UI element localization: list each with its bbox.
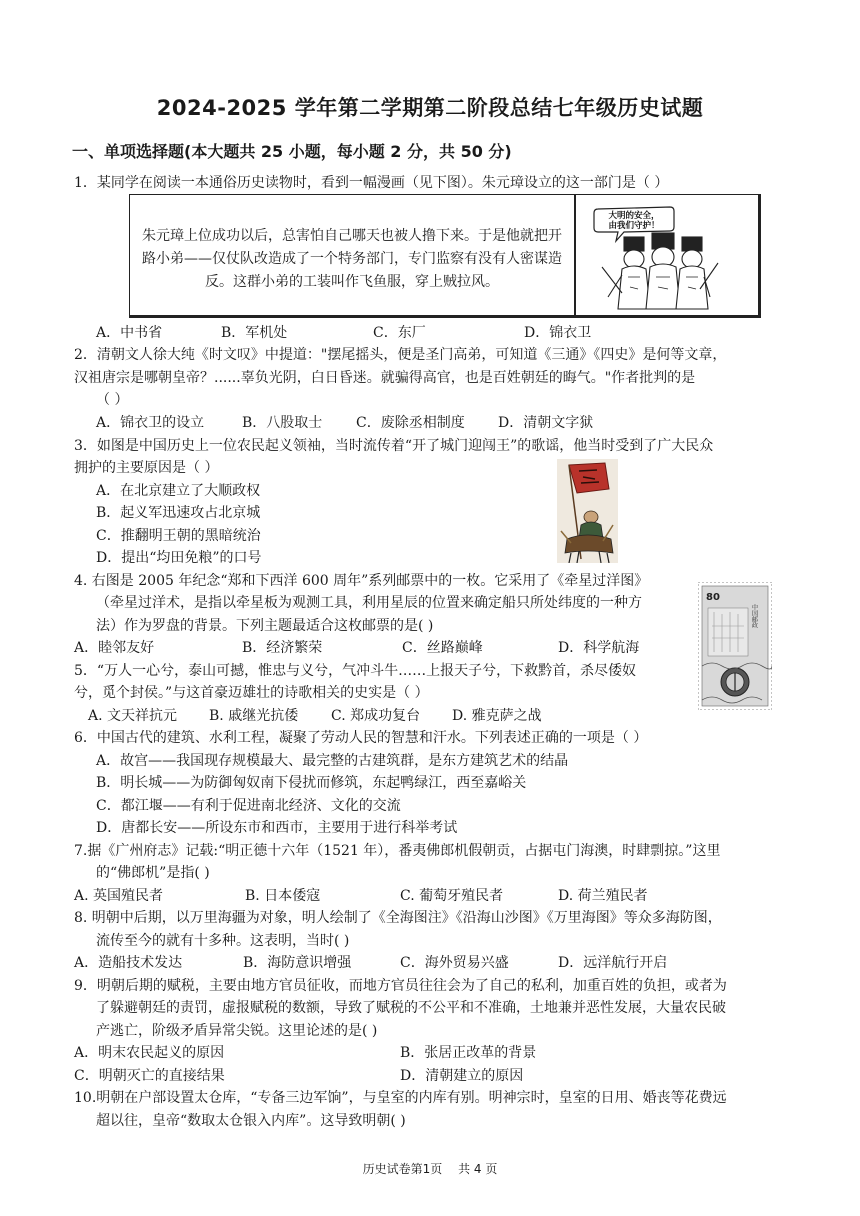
q2-stem-1: 2．清朝文人徐大纯《时文叹》中提道："摆尾摇头，便是圣门高弟，可知道《三通》《四史》是何等文章， [74, 347, 727, 363]
q5-option-b: B. 戚继光抗倭 [209, 708, 299, 724]
q4-option-a: A．睦邻友好 [74, 640, 155, 656]
q6-option-c: C．都江堰——有利于促进南北经济、文化的交流 [96, 798, 401, 814]
cartoon-caption-1: 大明的安全， [608, 211, 660, 221]
q9-option-c: C．明朝灭亡的直接结果 [74, 1068, 225, 1084]
q1-option-a: A．中书省 [96, 325, 163, 341]
q4-stem-1: 4. 右图是 2005 年纪念“郑和下西洋 600 周年”系列邮票中的一枚。它采用了《牵星过洋图》 [74, 573, 649, 589]
q10-stem-1: 10.明朝在户部设置太仓库，“专备三边军饷”，与皇室的内库有别。明神宗时，皇室的日用、婚丧等花费远 [74, 1090, 727, 1106]
cartoon-caption-2: 由我们守护！ [608, 221, 660, 231]
q7-option-d: D. 荷兰殖民者 [558, 888, 648, 904]
q2-option-d: D．清朝文字狱 [498, 415, 594, 431]
q4-option-c: C．丝路巅峰 [402, 640, 483, 656]
stamp-country: 中国邮政 [750, 604, 758, 628]
q9-option-b: B．张居正改革的背景 [400, 1045, 537, 1061]
q8-option-b: B．海防意识增强 [243, 955, 352, 971]
q1-option-d: D．锦衣卫 [524, 325, 592, 341]
q9-stem-2: 了躲避朝廷的责罚，虚报赋税的数额，导致了赋税的不公平和不准确，土地兼并恶性发展，大量农民破 [96, 1000, 726, 1016]
q2-option-b: B．八股取士 [242, 415, 323, 431]
q8-option-a: A．造船技术发达 [74, 955, 183, 971]
q7-stem-2: 的“佛郎机”是指( ) [96, 865, 210, 881]
q3-option-c: C．推翻明王朝的黑暗统治 [96, 528, 261, 544]
box-divider [574, 195, 576, 315]
q7-option-c: C. 葡萄牙殖民者 [400, 888, 504, 904]
q8-stem-1: 8. 明朝中后期，以万里海疆为对象，明人绘制了《全海图注》《沿海山沙图》《万里海图》等众多海防图， [74, 910, 722, 926]
q3-stem-1: 3．如图是中国历史上一位农民起义领袖，当时流传着“开了城门迎闯王”的歌谣，他当时受到了广大民众 [74, 438, 714, 454]
q4-stem-2: （牵星过洋术，是指以牵星板为观测工具，利用星辰的位置来确定船只所处纬度的一种方 [96, 595, 642, 611]
q9-stem-1: 9．明朝后期的赋税，主要由地方官员征收，而地方官员往往会为了自己的私利，加重百姓的负担，或者为 [74, 978, 727, 994]
q4-option-b: B．经济繁荣 [242, 640, 323, 656]
q2-stem-3: （ ） [96, 392, 129, 408]
q6-stem: 6．中国古代的建筑、水利工程，凝聚了劳动人民的智慧和汗水。下列表述正确的一项是（ ） [74, 730, 648, 746]
exam-title: 2024-2025 学年第二学期第二阶段总结七年级历史试题 [156, 96, 704, 120]
footer-total-pages: 共 4 页 [458, 1162, 498, 1176]
q5-option-a: A. 文天祥抗元 [88, 708, 178, 724]
q1-option-b: B．军机处 [221, 325, 288, 341]
q1-material-box [129, 194, 761, 318]
q4-stem-3: 法）作为罗盘的背景。下列主题最适合这枚邮票的是( ) [96, 618, 434, 634]
q6-option-a: A．故宫——我国现存规模最大、最完整的古建筑群，是东方建筑艺术的结晶 [96, 753, 569, 769]
q4-option-d: D．科学航海 [558, 640, 640, 656]
q2-option-a: A．锦衣卫的设立 [96, 415, 205, 431]
q5-stem-1: 5．“万人一心兮，泰山可撼，惟忠与义兮，气冲斗牛……上报天子兮，下救黔首，杀尽倭奴 [74, 663, 637, 679]
q8-option-d: D．远洋航行开启 [558, 955, 668, 971]
q7-stem-1: 7.据《广州府志》记载:“明正德十六年（1521 年），番夷佛郎机假朝贡，占据屯门海澳，时肆剽掠。”这里 [74, 843, 721, 859]
page-footer [0, 1160, 860, 1177]
q9-stem-3: 产逃亡，阶级矛盾异常尖锐。这里论述的是( ) [96, 1023, 378, 1039]
section-heading: 一、单项选择题(本大题共 25 小题，每小题 2 分，共 50 分) [72, 142, 512, 161]
q10-stem-2: 超以往，皇帝“数取太仓银入内库”。这导致明朝( ) [96, 1113, 406, 1129]
q3-option-a: A．在北京建立了大顺政权 [96, 483, 261, 499]
stamp-value: 80 [706, 592, 720, 603]
q1-stem: 1．某同学在阅读一本通俗历史读物时，看到一幅漫画（见下图）。朱元璋设立的这一部门是（ ） [74, 175, 669, 191]
zheng-he-stamp-icon [698, 582, 772, 710]
q5-option-d: D. 雅克萨之战 [452, 708, 542, 724]
q7-option-a: A. 英国殖民者 [74, 888, 164, 904]
q3-stem-2: 拥护的主要原因是（ ） [74, 460, 219, 476]
q2-stem-2: 汉祖唐宗是哪朝皇帝？......辜负光阴，白日昏迷。就骗得高官，也是百姓朝廷的晦气。"作者批判的是 [74, 370, 696, 386]
q1-option-c: C．东厂 [373, 325, 426, 341]
q5-option-c: C. 郑成功复台 [331, 708, 421, 724]
q5-stem-2: 兮，觅个封侯。”与这首豪迈雄壮的诗歌相关的史实是（ ） [74, 685, 429, 701]
q2-option-c: C．废除丞相制度 [356, 415, 465, 431]
q3-option-b: B．起义军迅速攻占北京城 [96, 505, 261, 521]
q7-option-b: B. 日本倭寇 [245, 888, 321, 904]
peasant-leader-picture-icon [557, 459, 618, 563]
q3-option-d: D．提出“均田免粮”的口号 [96, 550, 262, 566]
cartoon-guards-icon [578, 197, 754, 313]
q6-option-d: D．唐都长安——所设东市和西市，主要用于进行科举考试 [96, 820, 458, 836]
q6-option-b: B．明长城——为防御匈奴南下侵扰而修筑，东起鸭绿江，西至嘉峪关 [96, 775, 527, 791]
q1-material-text: 朱元璋上位成功以后，总害怕自己哪天也被人撸下来。于是他就把开路小弟——仅仗队改造成了一个特务部门，专门监察有没有人密谋造反。这群小弟的工装叫作飞鱼服，穿上贼拉风。 [142, 228, 562, 290]
footer-page-number: 历史试卷第1页 [362, 1162, 443, 1176]
q8-option-c: C．海外贸易兴盛 [400, 955, 509, 971]
q9-option-d: D．清朝建立的原因 [400, 1068, 524, 1084]
q9-option-a: A．明末农民起义的原因 [74, 1045, 225, 1061]
q8-stem-2: 流传至今的就有十多种。这表明，当时( ) [96, 933, 350, 949]
